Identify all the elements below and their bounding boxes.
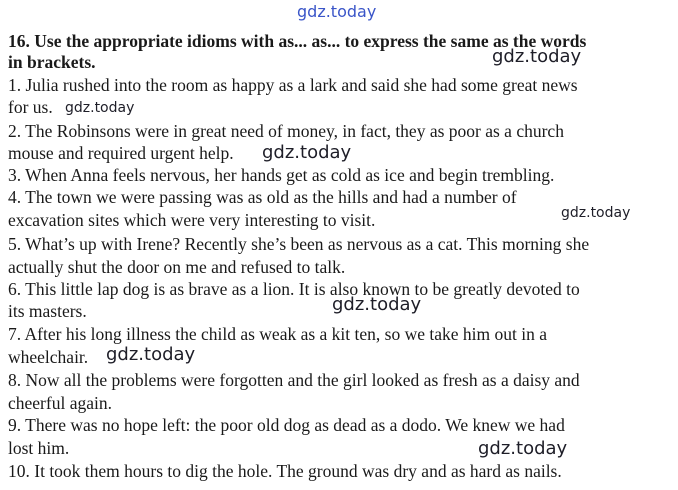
watermark: gdz.today	[262, 142, 352, 163]
exercise-line: 6. This little lap dog is as brave as a lion. It is also known to be greatly devoted to	[8, 279, 580, 299]
exercise-line: 9. There was no hope left: the poor old dog as dead as a dodo. We knew we had	[8, 415, 565, 435]
exercise-line: cheerful again.	[8, 393, 112, 413]
exercise-heading-line-2: in brackets.	[8, 52, 96, 72]
exercise-line: mouse and required urgent help.	[8, 143, 234, 163]
exercise-line: 5. What’s up with Irene? Recently she’s been as nervous as a cat. This morning she	[8, 234, 590, 254]
watermark: gdz.today	[65, 100, 135, 116]
exercise-line: wheelchair.	[8, 347, 89, 367]
exercise-line: 2. The Robinsons were in great need of money, in fact, they as poor as a church	[8, 121, 564, 141]
exercise-line: 8. Now all the problems were forgotten and the girl looked as fresh as a daisy and	[8, 370, 580, 390]
exercise-line: lost him.	[8, 438, 70, 458]
exercise-line: 10. It took them hours to dig the hole. The ground was dry and as hard as nails.	[8, 461, 562, 481]
exercise-heading-line-1: 16. Use the appropriate idioms with as... as... to express the same as the words	[8, 31, 587, 51]
watermark: gdz.today	[332, 294, 422, 315]
exercise-line: for us.	[8, 97, 53, 117]
exercise-line: excavation sites which were very interesting to visit.	[8, 210, 376, 230]
watermark: gdz.today	[561, 205, 631, 221]
exercise-line: 4. The town we were passing was as old as the hills and had a number of	[8, 187, 517, 207]
exercise-line: actually shut the door on me and refused to talk.	[8, 257, 346, 277]
watermark: gdz.today	[492, 46, 582, 67]
watermark: gdz.today	[106, 344, 196, 365]
exercise-line: 7. After his long illness the child as weak as a kit ten, so we take him out in a	[8, 324, 547, 344]
exercise-line: 3. When Anna feels nervous, her hands get as cold as ice and begin trembling.	[8, 165, 555, 185]
watermark-top: gdz.today	[297, 2, 377, 21]
watermark: gdz.today	[478, 438, 568, 459]
exercise-line: 1. Julia rushed into the room as happy as a lark and said she had some great news	[8, 75, 578, 95]
exercise-line: its masters.	[8, 301, 87, 321]
